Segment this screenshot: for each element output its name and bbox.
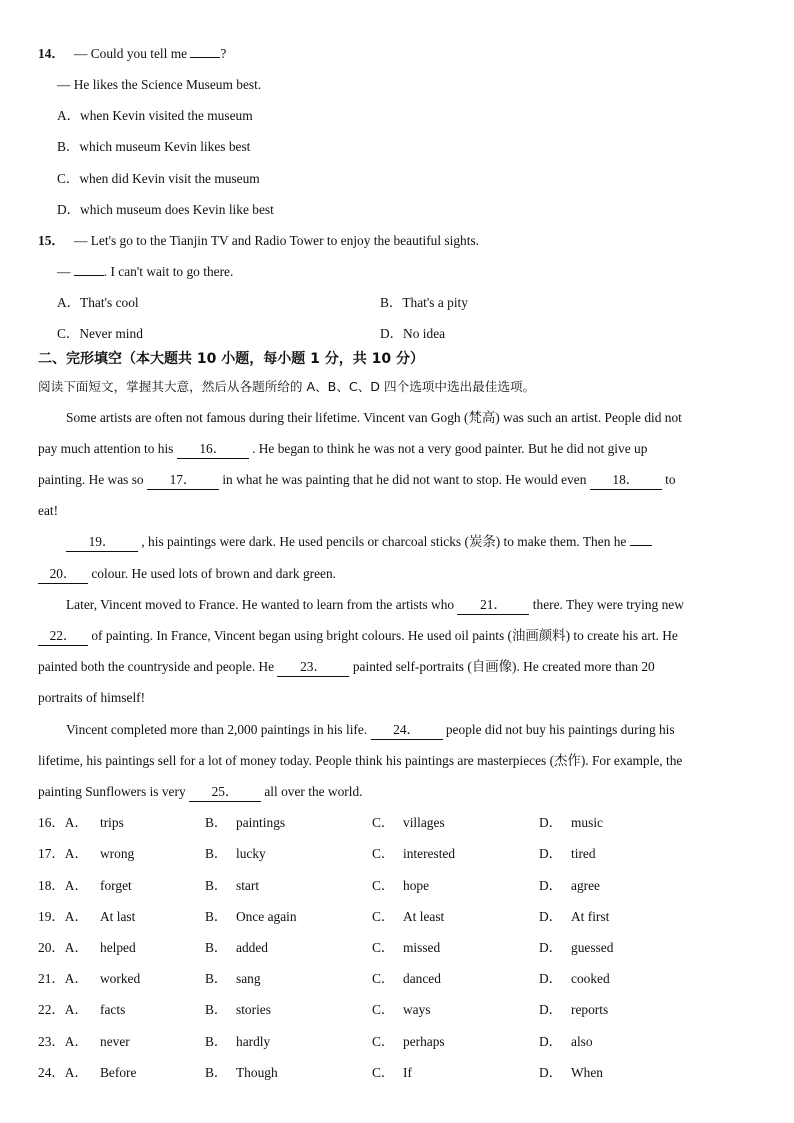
passage-line: Some artists are often not famous during their lifetime. Vincent van Gogh (梵高) was such an artist. People did not xyxy=(66,410,682,425)
question-number: 15． xyxy=(38,233,65,248)
passage-line: Later, Vincent moved to France. He wanted to learn from the artists who 21． there. They were trying new xyxy=(0,589,794,620)
question-stem: — Could you tell me ? xyxy=(74,38,226,69)
section-instruction: 阅读下面短文，掌握其大意，然后从各题所给的 A、B、C、D 四个选项中选出最佳选项。 xyxy=(38,379,536,394)
blank-19[interactable]: 19． xyxy=(66,533,138,552)
answer-row: 22．A． facts B． stories C． ways D． reports xyxy=(0,994,794,1025)
option-d[interactable]: agree xyxy=(571,878,600,893)
passage-line: painting Sunflowers is very 25． all over the world. xyxy=(0,776,794,807)
option-b[interactable]: Once again xyxy=(236,909,297,924)
option-b[interactable]: added xyxy=(236,940,268,955)
passage-line: Vincent completed more than 2,000 paintings in his life. 24． people did not buy his paintings during his xyxy=(0,714,794,745)
option[interactable]: B．That's a pity xyxy=(380,295,468,310)
blank-23[interactable]: 23． xyxy=(277,658,349,677)
option-b[interactable]: sang xyxy=(236,971,261,986)
option-d[interactable]: When xyxy=(571,1065,603,1080)
option-a[interactable]: facts xyxy=(100,1002,126,1017)
answer-row: 17．A． wrong B． lucky C． interested D． tired xyxy=(0,838,794,869)
question-reply: — He likes the Science Museum best. xyxy=(57,77,262,92)
option[interactable]: C．Never mind xyxy=(57,326,143,341)
passage-line: pay much attention to his 16． . He began to think he was not a very good painter. But he did not give up xyxy=(0,433,794,464)
blank-22[interactable]: 22． xyxy=(38,627,88,646)
blank-21[interactable]: 21． xyxy=(457,596,529,615)
answer-blank[interactable] xyxy=(190,39,220,58)
option-c[interactable]: danced xyxy=(403,971,441,986)
option-d[interactable]: cooked xyxy=(571,971,610,986)
passage-line: 19． , his paintings were dark. He used pencils or charcoal sticks (炭条) to make them. Then he xyxy=(0,526,794,557)
option-b[interactable]: stories xyxy=(236,1002,271,1017)
option-a[interactable]: At last xyxy=(100,909,136,924)
passage-line: lifetime, his paintings sell for a lot of money today. People think his paintings are masterpieces (杰作). For example, the xyxy=(38,753,683,768)
question-stem: — Let's go to the Tianjin TV and Radio Tower to enjoy the beautiful sights. xyxy=(74,233,480,248)
question-number: 14． xyxy=(38,46,65,61)
option[interactable]: C．when did Kevin visit the museum xyxy=(57,171,260,186)
question-reply: — . I can't wait to go there. xyxy=(0,256,794,287)
option-d[interactable]: also xyxy=(571,1034,593,1049)
option[interactable]: A．That's cool xyxy=(57,295,139,310)
passage-line: eat! xyxy=(38,503,59,518)
passage-line: painting. He was so 17． in what he was painting that he did not want to stop. He would even 18． to xyxy=(0,464,794,495)
option-c[interactable]: perhaps xyxy=(403,1034,445,1049)
option-b[interactable]: paintings xyxy=(236,815,286,830)
blank-18[interactable]: 18． xyxy=(590,471,662,490)
option-d[interactable]: At first xyxy=(571,909,610,924)
option-a[interactable]: wrong xyxy=(100,846,135,861)
blank-25[interactable]: 25． xyxy=(189,783,261,802)
option-b[interactable]: start xyxy=(236,878,260,893)
options-row xyxy=(0,287,794,318)
option-c[interactable]: villages xyxy=(403,815,445,830)
question-15 xyxy=(0,225,794,256)
passage-line: portraits of himself! xyxy=(38,690,146,705)
option[interactable]: A．when Kevin visited the museum xyxy=(57,108,253,123)
option-d[interactable]: reports xyxy=(571,1002,609,1017)
option-d[interactable]: guessed xyxy=(571,940,614,955)
answer-row: 18．A． forget B． start C． hope D． agree xyxy=(0,870,794,901)
answer-blank[interactable] xyxy=(74,257,104,276)
option-c[interactable]: interested xyxy=(403,846,456,861)
option-a[interactable]: never xyxy=(100,1034,130,1049)
option-a[interactable]: worked xyxy=(100,971,141,986)
option-d[interactable]: tired xyxy=(571,846,596,861)
answer-row: 21．A． worked B． sang C． danced D． cooked xyxy=(0,963,794,994)
blank-20[interactable]: 20． xyxy=(38,565,88,584)
blank-24[interactable]: 24． xyxy=(371,721,443,740)
option-c[interactable]: If xyxy=(403,1065,412,1080)
option-c[interactable]: At least xyxy=(403,909,445,924)
option-c[interactable]: missed xyxy=(403,940,441,955)
blank-20-start xyxy=(630,527,652,546)
option-a[interactable]: trips xyxy=(100,815,124,830)
option-c[interactable]: hope xyxy=(403,878,430,893)
blank-16[interactable]: 16． xyxy=(177,440,249,459)
option-d[interactable]: music xyxy=(571,815,603,830)
question-14 xyxy=(0,38,794,69)
passage-line: painted both the countryside and people. He 23． painted self-portraits (自画像). He created more than 20 xyxy=(0,651,794,682)
option[interactable]: D．which museum does Kevin like best xyxy=(57,202,274,217)
option-a[interactable]: Before xyxy=(100,1065,137,1080)
passage-line: 22． of painting. In France, Vincent began using bright colours. He used oil paints (油画颜料) to create his art. He xyxy=(0,620,794,651)
option-b[interactable]: Though xyxy=(236,1065,278,1080)
blank-17[interactable]: 17． xyxy=(147,471,219,490)
option[interactable]: B．which museum Kevin likes best xyxy=(57,139,251,154)
option-b[interactable]: lucky xyxy=(236,846,266,861)
option-a[interactable]: forget xyxy=(100,878,132,893)
answer-row: 19．A． At last B． Once again C． At least D． At first xyxy=(0,901,794,932)
option-a[interactable]: helped xyxy=(100,940,136,955)
section-title: 二、完形填空（本大题共 10 小题，每小题 1 分，共 10 分） xyxy=(38,351,424,367)
answer-row: 16．A． trips B． paintings C． villages D． music xyxy=(0,807,794,838)
passage-line: 20． colour. He used lots of brown and dark green. xyxy=(0,558,794,589)
answer-row: 24．A． Before B． Though C． If D． When xyxy=(0,1057,794,1088)
option-b[interactable]: hardly xyxy=(236,1034,271,1049)
option-c[interactable]: ways xyxy=(403,1002,431,1017)
answer-row: 20．A． helped B． added C． missed D． guessed xyxy=(0,932,794,963)
answer-row: 23．A． never B． hardly C． perhaps D． also xyxy=(0,1026,794,1057)
option[interactable]: D．No idea xyxy=(380,326,446,341)
